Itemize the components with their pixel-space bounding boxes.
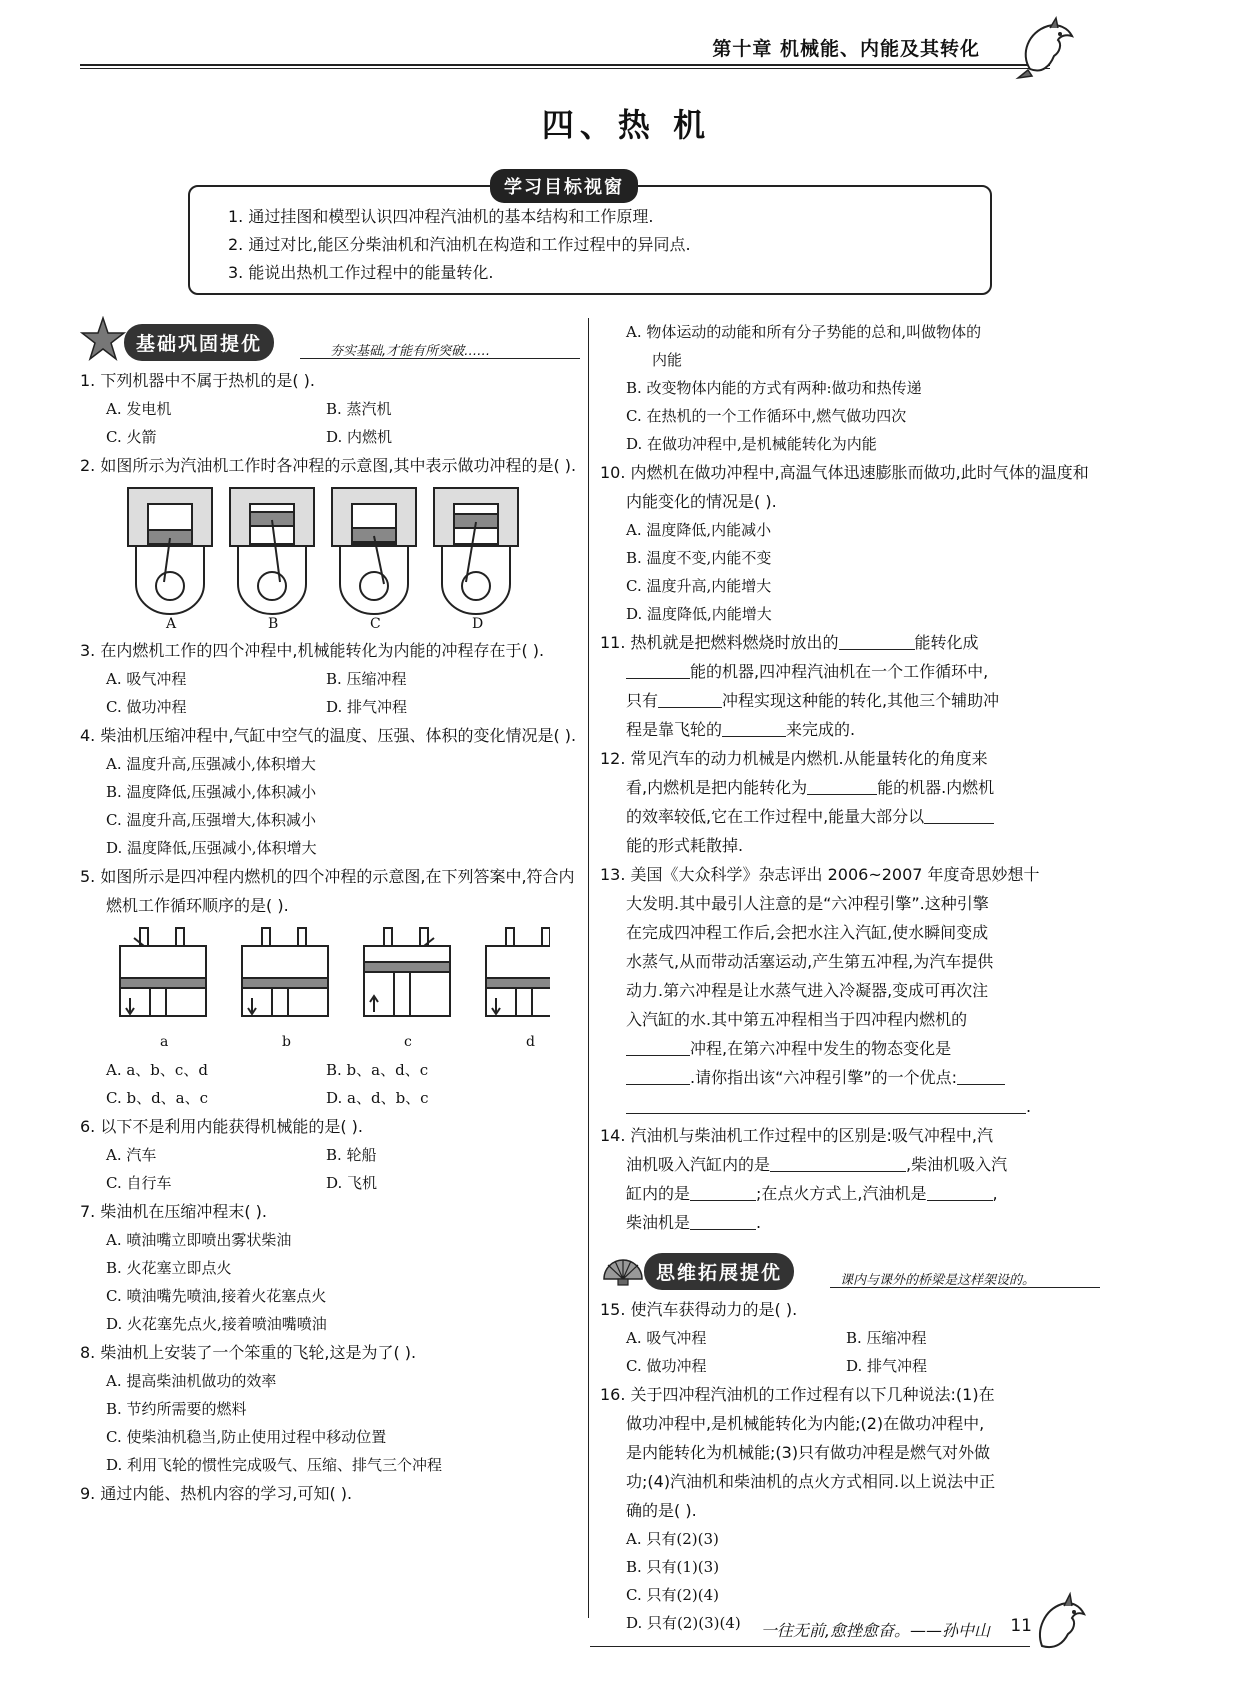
- option-a: A. 提高柴油机做功的效率: [106, 1372, 277, 1390]
- question-6: 6. 以下不是利用内能获得机械能的是( ).: [80, 1117, 364, 1136]
- option-d: D. 只有(2)(3)(4): [626, 1614, 741, 1632]
- text: 13. 美国《大众科学》杂志评出 2006~2007 年度奇思妙想十: [600, 865, 1040, 884]
- text: 入汽缸的水.其中第五冲程相当于四冲程内燃机的: [626, 1010, 968, 1029]
- option-d: D. 温度降低,内能增大: [626, 605, 772, 623]
- option-c: C. 在热机的一个工作循环中,燃气做功四次: [626, 407, 907, 425]
- text: 功;(4)汽油机和柴油机的点火方式相同.以上说法中正: [626, 1472, 996, 1491]
- question-5: 5. 如图所示是四冲程内燃机的四个冲程的示意图,在下列答案中,符合内燃机工作循环顺序的是( ).: [80, 867, 575, 915]
- options-row: [80, 693, 580, 721]
- option-a: A. 汽车: [106, 1146, 157, 1164]
- text: 冲程,在第六冲程中发生的物态变化是: [690, 1039, 952, 1058]
- text: 做功冲程中,是机械能转化为内能;(2)在做功冲程中,: [626, 1414, 985, 1433]
- learning-goals-box: [188, 177, 992, 295]
- text: 看,内燃机是把内能转化为: [626, 778, 808, 797]
- answer-blank[interactable]: [658, 690, 722, 708]
- question-10: 10. 内燃机在做功冲程中,高温气体迅速膨胀而做功,此时气体的温度和内能变化的情况是( ).: [600, 463, 1089, 511]
- page-header: [80, 28, 1080, 70]
- answer-blank[interactable]: [626, 1096, 1026, 1114]
- text: 冲程实现这种能的转化,其他三个辅助冲: [722, 691, 1000, 710]
- question-14: 14. 汽油机与柴油机工作过程中的区别是:吸气冲程中,汽 油机吸入汽缸内的是 ,柴油机吸入汽 缸内的是 ;在点火方式上,汽油机是 , 柴油机是 .: [600, 1126, 1008, 1232]
- options-row: [600, 1352, 1100, 1380]
- question-11: [600, 628, 1100, 744]
- text: 能的机器.内燃机: [877, 778, 995, 797]
- option-c: C. 只有(2)(4): [626, 1586, 719, 1604]
- option-a: A. 吸气冲程: [626, 1329, 707, 1347]
- options-row: [80, 665, 580, 693]
- option-c: C. b、d、a、c: [106, 1089, 209, 1107]
- section-basic-tag: 基础巩固提优: [124, 324, 274, 361]
- answer-blank[interactable]: [690, 1212, 756, 1230]
- option-c: C. 喷油嘴先喷油,接着火花塞点火: [106, 1287, 327, 1305]
- question-9: 9. 通过内能、热机内容的学习,可知( ).: [80, 1484, 353, 1503]
- answer-blank[interactable]: [807, 777, 877, 795]
- question-16: [600, 1380, 1100, 1525]
- text: 只有: [626, 691, 659, 710]
- text: 11. 热机就是把燃料燃烧时放出的: [600, 633, 839, 652]
- footer-rule: [590, 1646, 1030, 1647]
- figure-label: B: [268, 616, 279, 632]
- figure-label: d: [526, 1034, 535, 1050]
- text: 能的形式耗散掉.: [626, 836, 744, 855]
- text: 缸内的是: [626, 1184, 691, 1203]
- section-rule: [300, 358, 580, 359]
- option-d: D. 温度降低,压强减小,体积增大: [106, 839, 317, 857]
- text: 16. 关于四冲程汽油机的工作过程有以下几种说法:(1)在: [600, 1385, 995, 1404]
- options-row: [80, 1169, 580, 1197]
- section-basic-header: [80, 318, 580, 362]
- goals-tag: 学习目标视窗: [490, 169, 638, 203]
- option-b: B. b、a、d、c: [326, 1061, 429, 1079]
- text: 动力.第六冲程是让水蒸气进入冷凝器,变成可再次注: [626, 981, 989, 1000]
- option-a-continued: 内能: [652, 351, 683, 369]
- footer-motto: 一往无前,愈挫愈奋。——孙中山: [760, 1621, 990, 1640]
- section-rule: [830, 1287, 1100, 1288]
- option-c: C. 做功冲程: [626, 1357, 707, 1375]
- dolphin-icon: [1010, 14, 1080, 84]
- engine-figure-q2: [110, 484, 540, 634]
- options-row: [80, 423, 580, 451]
- text: 水蒸气,从而带动活塞运动,产生第五冲程,为汽车提供: [626, 952, 994, 971]
- option-a: A. 温度升高,压强减小,体积增大: [106, 755, 316, 773]
- header-rule: [80, 64, 1050, 66]
- figure-label: a: [160, 1034, 169, 1050]
- text: 在完成四冲程工作后,会把水注入汽缸,使水瞬间变成: [626, 923, 989, 942]
- options-row: [80, 1056, 580, 1084]
- question-12: [600, 744, 1100, 860]
- option-c: C. 做功冲程: [106, 698, 187, 716]
- answer-blank[interactable]: [957, 1067, 1005, 1085]
- option-b: B. 轮船: [326, 1146, 377, 1164]
- option-b: B. 温度不变,内能不变: [626, 549, 772, 567]
- cylinder-diagram-q5: [110, 924, 550, 1034]
- page-number: 11: [1010, 1616, 1032, 1636]
- option-c: C. 温度升高,内能增大: [626, 577, 772, 595]
- answer-blank[interactable]: [839, 632, 915, 650]
- left-column: [80, 318, 580, 1508]
- question-8: 8. 柴油机上安装了一个笨重的飞轮,这是为了( ).: [80, 1343, 417, 1362]
- text: 确的是( ).: [626, 1501, 697, 1520]
- section-extend-header: [600, 1247, 1100, 1291]
- text: 能的机器,四冲程汽油机在一个工作循环中,: [690, 662, 989, 681]
- answer-blank[interactable]: [626, 1038, 690, 1056]
- answer-blank[interactable]: [770, 1154, 906, 1172]
- question-15: 15. 使汽车获得动力的是( ).: [600, 1300, 798, 1319]
- page-footer: [590, 1606, 1070, 1656]
- option-c: C. 温度升高,压强增大,体积减小: [106, 811, 317, 829]
- figure-label: D: [472, 616, 484, 632]
- option-a: A. 只有(2)(3): [626, 1530, 719, 1548]
- chapter-title: 第十章 机械能、内能及其转化: [712, 38, 980, 60]
- shell-icon: [600, 1245, 646, 1291]
- option-d: D. 利用飞轮的惯性完成吸气、压缩、排气三个冲程: [106, 1456, 443, 1474]
- page-title: 四、热 机: [541, 106, 712, 144]
- option-c: C. 自行车: [106, 1174, 172, 1192]
- option-b: B. 蒸汽机: [326, 400, 392, 418]
- question-3: 3. 在内燃机工作的四个冲程中,机械能转化为内能的冲程存在于( ).: [80, 641, 545, 660]
- option-b: B. 压缩冲程: [326, 670, 407, 688]
- section-basic-subtitle: 夯实基础,才能有所突破……: [330, 344, 491, 359]
- goal-item: 3. 能说出热机工作过程中的能量转化.: [228, 263, 494, 282]
- option-b: B. 温度降低,压强减小,体积减小: [106, 783, 317, 801]
- option-b: B. 压缩冲程: [846, 1329, 927, 1347]
- answer-blank[interactable]: [690, 1183, 756, 1201]
- figure-label: C: [370, 616, 381, 632]
- option-c: C. 火箭: [106, 428, 157, 446]
- option-d: D. a、d、b、c: [326, 1089, 429, 1107]
- option-c: C. 使柴油机稳当,防止使用过程中移动位置: [106, 1428, 387, 1446]
- option-b: B. 改变物体内能的方式有两种:做功和热传递: [626, 379, 922, 397]
- right-column: [600, 318, 1100, 1637]
- text: .请你指出该“六冲程引擎”的一个优点:: [690, 1068, 958, 1087]
- dolphin-icon: [1030, 1586, 1090, 1656]
- section-extend-subtitle: 课内与课外的桥梁是这样架设的。: [840, 1273, 1036, 1288]
- answer-blank[interactable]: [626, 661, 690, 679]
- option-a: A. 温度降低,内能减小: [626, 521, 772, 539]
- option-d: D. 排气冲程: [846, 1357, 928, 1375]
- figure-label: A: [166, 616, 177, 632]
- options-row: [600, 1324, 1100, 1352]
- question-7: 7. 柴油机在压缩冲程末( ).: [80, 1202, 268, 1221]
- option-d: D. 排气冲程: [326, 698, 408, 716]
- option-a: A. 喷油嘴立即喷出雾状柴油: [106, 1231, 292, 1249]
- header-rule-thin: [80, 68, 1050, 69]
- option-a: A. 发电机: [106, 400, 172, 418]
- option-d: D. 内燃机: [326, 428, 393, 446]
- engine-diagram-q2: [110, 484, 540, 619]
- option-d: D. 飞机: [326, 1174, 378, 1192]
- column-divider: [588, 318, 589, 1618]
- answer-blank[interactable]: [927, 1183, 993, 1201]
- text: 是内能转化为机械能;(3)只有做功冲程是燃气对外做: [626, 1443, 991, 1462]
- answer-blank[interactable]: [924, 806, 994, 824]
- text: 大发明.其中最引人注意的是“六冲程引擎”.这种引擎: [626, 894, 989, 913]
- option-b: B. 火花塞立即点火: [106, 1259, 232, 1277]
- option-b: B. 只有(1)(3): [626, 1558, 720, 1576]
- question-2: 2. 如图所示为汽油机工作时各冲程的示意图,其中表示做功冲程的是( ).: [80, 456, 577, 475]
- answer-blank[interactable]: [626, 1067, 690, 1085]
- text: 的效率较低,它在工作过程中,能量大部分以: [626, 807, 925, 826]
- text: 能转化成: [914, 633, 979, 652]
- question-4: 4. 柴油机压缩冲程中,气缸中空气的温度、压强、体积的变化情况是( ).: [80, 726, 577, 745]
- option-a: A. a、b、c、d: [106, 1061, 208, 1079]
- text: 程是靠飞轮的: [626, 720, 723, 739]
- question-13: 13. 美国《大众科学》杂志评出 2006~2007 年度奇思妙想十 大发明.其中最引人注意的是“六冲程引擎”.这种引擎 在完成四冲程工作后,会把水注入汽缸,使水瞬间变成 水蒸气,从而带动活塞运动,产生第五冲程,为汽车提供 动力.第六冲程是让水蒸气进入冷凝器,变成可再次注 入汽缸的水.其中第五冲程相当于四冲程内燃机的 冲程,在第六冲程中发生的物态变化是 .请你指出该“六冲程引擎”的一个优点: .: [600, 865, 1040, 1116]
- text: ;在点火方式上,汽油机是: [756, 1184, 927, 1203]
- text: 12. 常见汽车的动力机械是内燃机.从能量转化的角度来: [600, 749, 988, 768]
- options-row: [80, 395, 580, 423]
- figure-label: b: [282, 1034, 291, 1050]
- text: 14. 汽油机与柴油机工作过程中的区别是:吸气冲程中,汽: [600, 1126, 994, 1145]
- cylinder-figure-q5: [110, 924, 550, 1054]
- options-row: [80, 1084, 580, 1112]
- starfish-icon: [80, 316, 126, 362]
- text: 来完成的.: [786, 720, 856, 739]
- text: ,柴油机吸入汽: [906, 1155, 1008, 1174]
- goal-item: 1. 通过挂图和模型认识四冲程汽油机的基本结构和工作原理.: [228, 207, 654, 226]
- option-a: A. 物体运动的动能和所有分子势能的总和,叫做物体的: [626, 323, 982, 341]
- text: 油机吸入汽缸内的是: [626, 1155, 771, 1174]
- figure-label: c: [404, 1034, 412, 1050]
- answer-blank[interactable]: [722, 719, 786, 737]
- text: 柴油机是: [626, 1213, 691, 1232]
- option-b: B. 节约所需要的燃料: [106, 1400, 247, 1418]
- section-extend-tag: 思维拓展提优: [644, 1253, 794, 1290]
- question-1: 1. 下列机器中不属于热机的是( ).: [80, 371, 316, 390]
- options-row: [80, 1141, 580, 1169]
- option-a: A. 吸气冲程: [106, 670, 187, 688]
- option-d: D. 火花塞先点火,接着喷油嘴喷油: [106, 1315, 327, 1333]
- goal-item: 2. 通过对比,能区分柴油机和汽油机在构造和工作过程中的异同点.: [228, 235, 691, 254]
- option-d: D. 在做功冲程中,是机械能转化为内能: [626, 435, 877, 453]
